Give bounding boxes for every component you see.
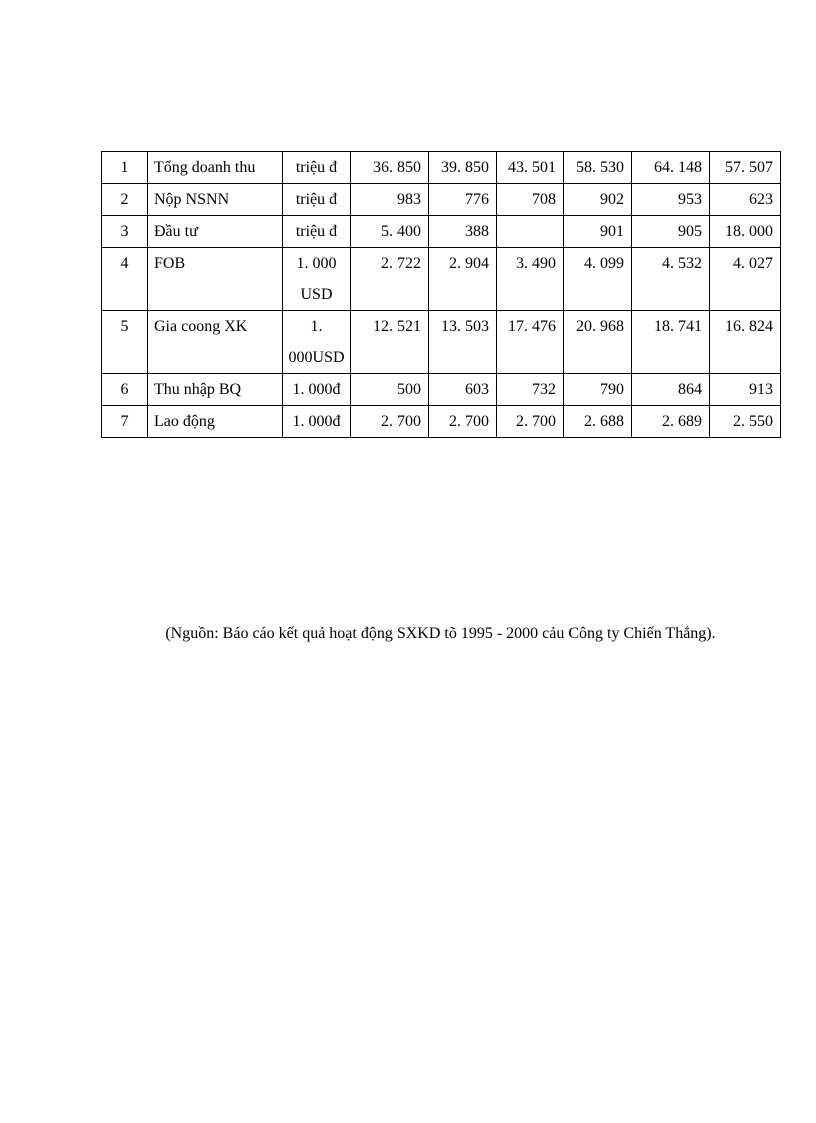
value-cell: 18. 000 bbox=[710, 216, 781, 248]
value-cell: 5. 400 bbox=[351, 216, 429, 248]
value-cell: 57. 507 bbox=[710, 152, 781, 184]
value-cell: 913 bbox=[710, 374, 781, 406]
value-cell: 2. 700 bbox=[429, 406, 497, 438]
value-cell: 12. 521 bbox=[351, 311, 429, 374]
value-cell: 4. 099 bbox=[564, 248, 632, 311]
value-cell: 500 bbox=[351, 374, 429, 406]
table-row bbox=[102, 216, 781, 248]
value-cell: 36. 850 bbox=[351, 152, 429, 184]
table-row bbox=[102, 184, 781, 216]
value-cell: 3. 490 bbox=[497, 248, 564, 311]
table-row bbox=[102, 152, 781, 184]
value-cell: 16. 824 bbox=[710, 311, 781, 374]
unit-cell: 1. 000USD bbox=[283, 311, 351, 374]
value-cell: 2. 550 bbox=[710, 406, 781, 438]
value-cell: 4. 027 bbox=[710, 248, 781, 311]
value-cell: 905 bbox=[632, 216, 710, 248]
table-row bbox=[102, 311, 781, 374]
table-body bbox=[102, 152, 781, 438]
row-number: 3 bbox=[102, 216, 148, 248]
value-cell: 902 bbox=[564, 184, 632, 216]
indicator-name: Nộp NSNN bbox=[148, 184, 283, 216]
value-cell: 2. 700 bbox=[497, 406, 564, 438]
value-cell: 2. 700 bbox=[351, 406, 429, 438]
indicator-name: Thu nhập BQ bbox=[148, 374, 283, 406]
value-cell: 2. 689 bbox=[632, 406, 710, 438]
row-number: 5 bbox=[102, 311, 148, 374]
unit-cell: 1. 000đ bbox=[283, 406, 351, 438]
value-cell: 790 bbox=[564, 374, 632, 406]
value-cell: 708 bbox=[497, 184, 564, 216]
value-cell: 64. 148 bbox=[632, 152, 710, 184]
value-cell: 4. 532 bbox=[632, 248, 710, 311]
value-cell: 864 bbox=[632, 374, 710, 406]
value-cell: 732 bbox=[497, 374, 564, 406]
unit-cell: triệu đ bbox=[283, 184, 351, 216]
value-cell: 58. 530 bbox=[564, 152, 632, 184]
indicator-name: Gia coong XK bbox=[148, 311, 283, 374]
value-cell: 2. 904 bbox=[429, 248, 497, 311]
row-number: 4 bbox=[102, 248, 148, 311]
value-cell: 20. 968 bbox=[564, 311, 632, 374]
value-cell: 776 bbox=[429, 184, 497, 216]
value-cell: 43. 501 bbox=[497, 152, 564, 184]
value-cell: 2. 722 bbox=[351, 248, 429, 311]
row-number: 6 bbox=[102, 374, 148, 406]
value-cell: 953 bbox=[632, 184, 710, 216]
source-note: (Nguồn: Báo cáo kết quả hoạt động SXKD tõ 1995 - 2000 cảu Công ty Chiến Thắng). bbox=[165, 625, 716, 642]
row-number: 7 bbox=[102, 406, 148, 438]
value-cell: 388 bbox=[429, 216, 497, 248]
value-cell bbox=[497, 216, 564, 248]
row-number: 2 bbox=[102, 184, 148, 216]
table-row bbox=[102, 374, 781, 406]
value-cell: 901 bbox=[564, 216, 632, 248]
value-cell: 983 bbox=[351, 184, 429, 216]
value-cell: 623 bbox=[710, 184, 781, 216]
row-number: 1 bbox=[102, 152, 148, 184]
unit-cell: triệu đ bbox=[283, 216, 351, 248]
unit-cell: triệu đ bbox=[283, 152, 351, 184]
value-cell: 13. 503 bbox=[429, 311, 497, 374]
value-cell: 39. 850 bbox=[429, 152, 497, 184]
value-cell: 18. 741 bbox=[632, 311, 710, 374]
indicator-name: Lao động bbox=[148, 406, 283, 438]
value-cell: 17. 476 bbox=[497, 311, 564, 374]
value-cell: 2. 688 bbox=[564, 406, 632, 438]
unit-cell: 1. 000 USD bbox=[283, 248, 351, 311]
indicator-name: FOB bbox=[148, 248, 283, 311]
unit-cell: 1. 000đ bbox=[283, 374, 351, 406]
results-table bbox=[101, 151, 781, 438]
indicator-name: Đầu tư bbox=[148, 216, 283, 248]
value-cell: 603 bbox=[429, 374, 497, 406]
indicator-name: Tổng doanh thu bbox=[148, 152, 283, 184]
table-row bbox=[102, 406, 781, 438]
table-row bbox=[102, 248, 781, 311]
